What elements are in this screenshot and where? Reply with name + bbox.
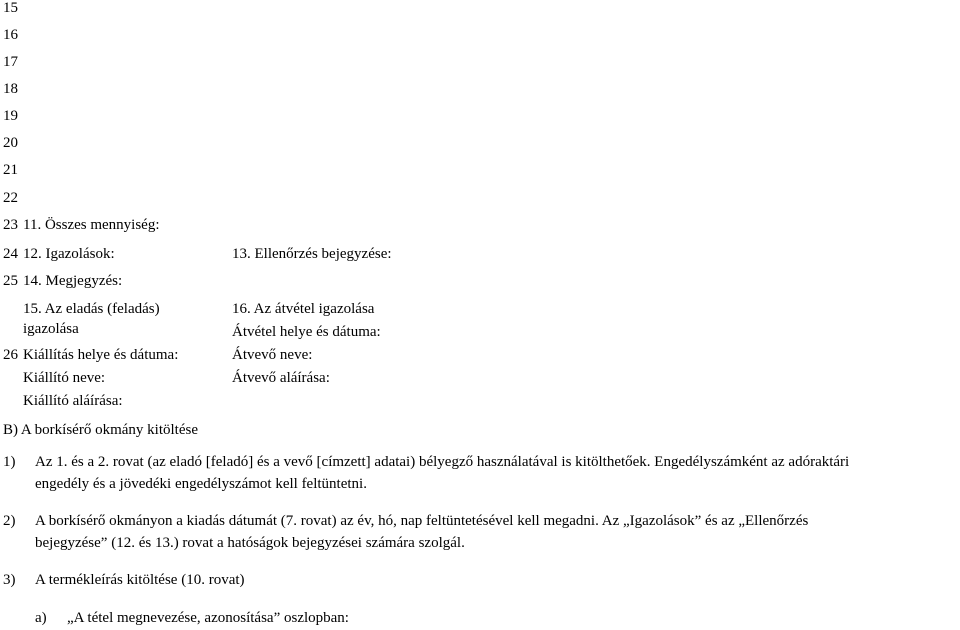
field-14-remarks: 14. Megjegyzés: bbox=[23, 273, 123, 289]
row-number-19: 19 bbox=[3, 108, 18, 124]
row-number-16: 16 bbox=[3, 27, 18, 43]
row-number-22: 22 bbox=[3, 190, 18, 206]
field-13-inspection-entry: 13. Ellenőrzés bejegyzése: bbox=[232, 246, 392, 262]
row-number-25: 25 bbox=[3, 273, 18, 289]
field-15-issuer-name: Kiállító neve: bbox=[23, 370, 106, 386]
item-1-number: 1) bbox=[3, 454, 16, 470]
row-number-15: 15 bbox=[3, 0, 18, 16]
item-2-number: 2) bbox=[3, 513, 16, 529]
item-3-number: 3) bbox=[3, 572, 16, 588]
field-15-title: 15. Az eladás (feladás) bbox=[23, 301, 160, 317]
field-16-place-date: Átvétel helye és dátuma: bbox=[232, 324, 381, 340]
row-number-24: 24 bbox=[3, 246, 18, 262]
field-15-title-cont: igazolása bbox=[23, 321, 79, 337]
field-15-place-date: Kiállítás helye és dátuma: bbox=[23, 347, 179, 363]
row-number-23: 23 bbox=[3, 217, 18, 233]
field-12-certifications: 12. Igazolások: bbox=[23, 246, 115, 262]
row-number-17: 17 bbox=[3, 54, 18, 70]
item-2-text: A borkísérő okmányon a kiadás dátumát (7. rovat) az év, hó, nap feltüntetésével kell megadni. Az „Igazolások” és az „Ellenőrzés bbox=[35, 513, 809, 529]
field-16-receiver-name: Átvevő neve: bbox=[232, 347, 313, 363]
field-15-issuer-signature: Kiállító aláírása: bbox=[23, 393, 123, 409]
item-1-text-cont: engedély és a jövedéki engedélyszámot kell feltüntetni. bbox=[35, 476, 367, 492]
row-number-20: 20 bbox=[3, 135, 18, 151]
item-2-text-cont: bejegyzése” (12. és 13.) rovat a hatóságok bejegyzései számára szolgál. bbox=[35, 535, 465, 551]
section-b-heading: B) A borkísérő okmány kitöltése bbox=[3, 422, 198, 438]
row-number-18: 18 bbox=[3, 81, 18, 97]
sub-item-a-text: „A tétel megnevezése, azonosítása” oszlopban: bbox=[67, 610, 349, 626]
row-number-21: 21 bbox=[3, 162, 18, 178]
field-11-total-quantity: 11. Összes mennyiség: bbox=[23, 217, 160, 233]
row-number-26: 26 bbox=[3, 347, 18, 363]
field-16-receiver-signature: Átvevő aláírása: bbox=[232, 370, 330, 386]
field-16-title: 16. Az átvétel igazolása bbox=[232, 301, 375, 317]
item-1-text: Az 1. és a 2. rovat (az eladó [feladó] és a vevő [címzett] adatai) bélyegző használatával is kitölthetőek. Engedélyszámként az adóraktári bbox=[35, 454, 850, 470]
item-3-text: A termékleírás kitöltése (10. rovat) bbox=[35, 572, 245, 588]
sub-item-a-label: a) bbox=[35, 610, 47, 626]
